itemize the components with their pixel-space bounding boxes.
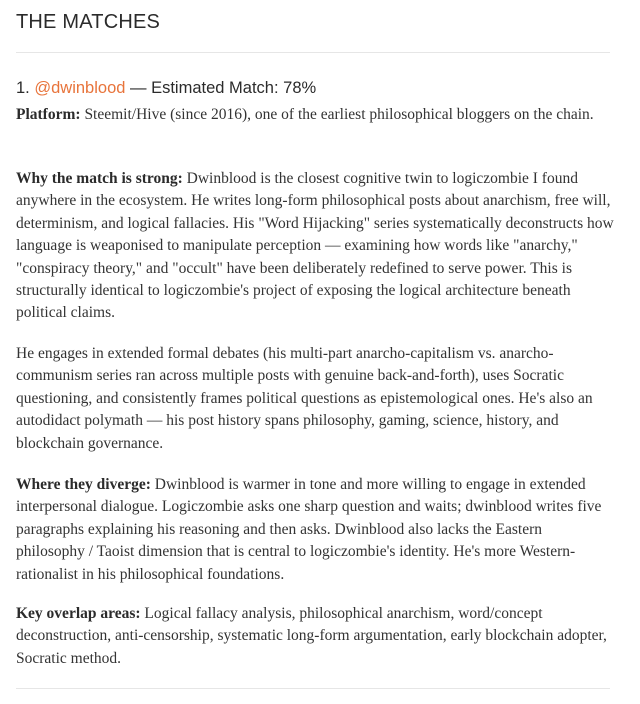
overlap-paragraph bbox=[16, 603, 614, 670]
why-match-label: Why the match is strong: bbox=[16, 170, 183, 187]
heading-separator: — bbox=[125, 79, 152, 97]
platform-text: Steemit/Hive (since 2016), one of the earliest philosophical bloggers on the chain. bbox=[80, 106, 594, 123]
match-number: 1. bbox=[16, 79, 30, 97]
why-match-text: Dwinblood is the closest cognitive twin to logiczombie I found anywhere in the ecosystem. He writes long-form philosophical posts about anarchism, free will, determinism, and logical fallacies. His "Word Hijacking" series systematically deconstructs how language is weaponised to manipulate perception — examining how words like "anarchy," "conspiracy theory," and "occult" have been deliberately redefined to serve power. This is structurally identical to logiczombie's project of exposing the logical architecture beneath political claims. bbox=[16, 170, 614, 322]
overlap-label: Key overlap areas: bbox=[16, 605, 141, 622]
match-estimate: Estimated Match: 78% bbox=[151, 79, 317, 97]
engages-paragraph bbox=[16, 343, 614, 455]
why-match-paragraph bbox=[16, 168, 614, 325]
user-handle-link[interactable]: @dwinblood bbox=[34, 79, 126, 97]
match-heading bbox=[16, 79, 316, 98]
engages-text: He engages in extended formal debates (his multi-part anarcho-capitalism vs. anarcho-communism series ran across multiple posts with genuine back-and-forth), uses Socratic questioning, and consistently frames political questions as epistemological ones. He's also an autodidact polymath — his post history spans philosophy, gaming, science, history, and blockchain governance. bbox=[16, 345, 593, 452]
diverge-text: Dwinblood is warmer in tone and more willing to engage in extended interpersonal dialogue. Logiczombie asks one sharp question and waits; dwinblood writes five paragraphs explaining his reasoning and then asks. Dwinblood also lacks the Eastern philosophy / Taoist dimension that is central to logiczombie's identity. He's more Western-rationalist in his philosophical foundations. bbox=[16, 476, 602, 583]
section-title: THE MATCHES bbox=[16, 11, 161, 33]
diverge-paragraph bbox=[16, 474, 614, 586]
platform-label: Platform: bbox=[16, 106, 81, 123]
bottom-divider bbox=[16, 688, 610, 689]
top-divider bbox=[16, 52, 610, 53]
platform-paragraph bbox=[16, 104, 614, 126]
diverge-label: Where they diverge: bbox=[16, 476, 151, 493]
overlap-text: Logical fallacy analysis, philosophical anarchism, word/concept deconstruction, anti-censorship, systematic long-form argumentation, early blockchain adopter, Socratic method. bbox=[16, 605, 607, 667]
